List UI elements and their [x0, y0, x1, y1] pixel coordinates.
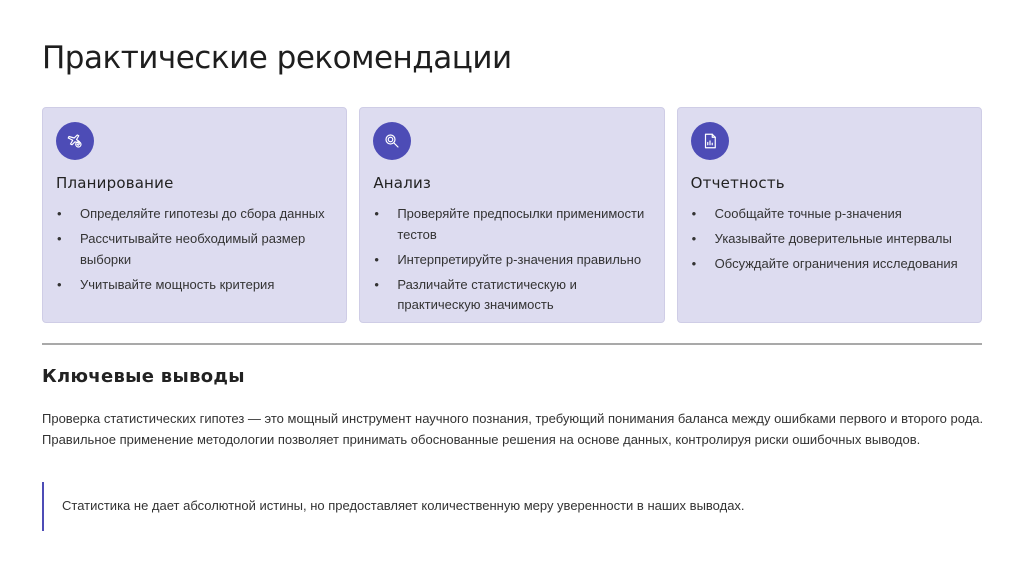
list-item: • Различайте статистическую и практическую значимость: [373, 275, 649, 316]
conclusions-title: Ключевые выводы: [42, 366, 245, 387]
list-item: • Проверяйте предпосылки применимости тестов: [373, 204, 649, 245]
conclusions-quote: [42, 482, 982, 531]
card-analysis: [359, 107, 664, 323]
section-divider: [42, 343, 982, 345]
card-list: [56, 204, 332, 295]
list-item: • Сообщайте точные p-значения: [691, 204, 967, 225]
page-title: Практические рекомендации: [42, 40, 512, 76]
list-item: • Учитывайте мощность критерия: [56, 275, 332, 296]
card-title: Анализ: [373, 174, 432, 192]
report-chart-icon: [691, 122, 729, 160]
list-item: • Обсуждайте ограничения исследования: [691, 254, 967, 275]
list-item: • Определяйте гипотезы до сбора данных: [56, 204, 332, 225]
list-item: • Указывайте доверительные интервалы: [691, 229, 967, 250]
card-title: Отчетность: [690, 174, 785, 192]
recommendation-cards: [42, 107, 982, 323]
quote-text: Статистика не дает абсолютной истины, но предоставляет количественную меру уверенности в наших выводах.: [62, 498, 745, 513]
list-item: • Интерпретируйте p-значения правильно: [373, 250, 649, 271]
card-list: [373, 204, 649, 316]
conclusions-text: Проверка статистических гипотез — это мощный инструмент научного познания, требующий понимания баланса между ошибками первого и второго рода. Правильное применение методологии позволяет принимать обоснованные решения на основе данных, контролируя риски ошибочных выводов.: [42, 411, 984, 447]
card-reporting: [677, 107, 982, 323]
card-list: [691, 204, 967, 275]
list-item: • Рассчитывайте необходимый размер выборки: [56, 229, 332, 270]
card-title: Планирование: [56, 174, 174, 192]
card-planning: [42, 107, 347, 323]
magnifier-icon: [373, 122, 411, 160]
plane-check-icon: [56, 122, 94, 160]
